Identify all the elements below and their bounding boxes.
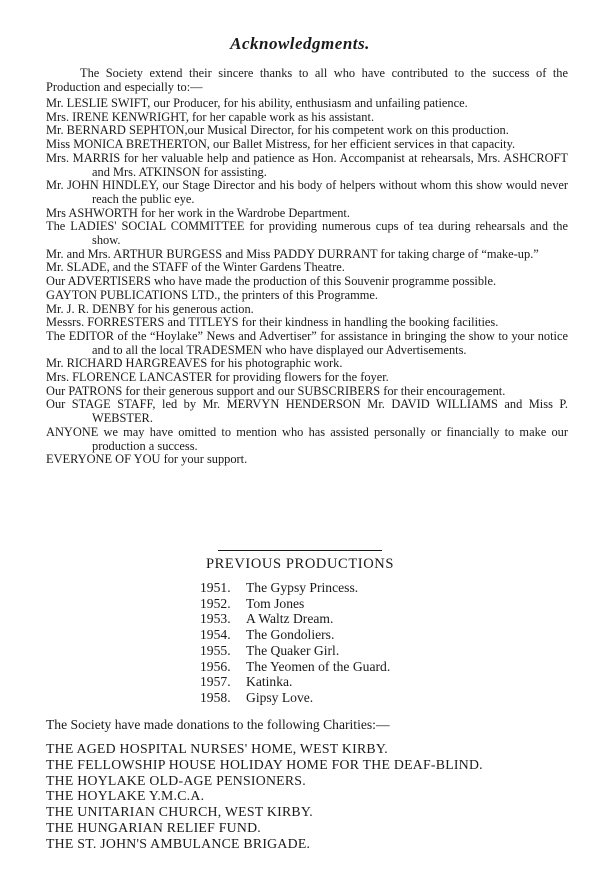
acknowledgment-item: Our ADVERTISERS who have made the production of this Souvenir programme possible. [46,274,497,289]
production-title: A Waltz Dream. [246,611,334,627]
charity-item: THE FELLOWSHIP HOUSE HOLIDAY HOME FOR THE DEAF-BLIND. [46,756,483,772]
production-title: Gipsy Love. [246,689,314,705]
acknowledgment-item: The EDITOR of the “Hoylake” News and Advertiser” for assistance in bringing the show to your notice and to all the local TRADESMEN who have displayed our Advertisements. [46,328,568,357]
charity-item: THE AGED HOSPITAL NURSES' HOME, WEST KIRBY. [46,741,389,756]
charity-item: THE HUNGARIAN RELIEF FUND. [46,819,261,835]
intro-paragraph: The Society extend their sincere thanks to all who have contributed to the success of the Production and especially to:— [46,66,568,94]
production-year: 1952. [200,595,231,611]
production-title: The Gypsy Princess. [246,580,359,595]
acknowledgment-item: EVERYONE OF YOU for your support. [46,452,248,467]
production-item [200,643,500,659]
production-item [200,596,500,612]
acknowledgment-item: Mr. JOHN HINDLEY, our Stage Director and his body of helpers without whom this show would never reach the public eye. [46,178,568,206]
production-item [200,611,500,627]
acknowledgment-item: Mr. BERNARD SEPHTON,our Musical Director, for his competent work on this production. [46,123,509,138]
page-title: Acknowledgments. [230,34,370,53]
acknowledgment-item: Mr. LESLIE SWIFT, our Producer, for his ability, enthusiasm and unfailing patience. [46,96,468,110]
production-title: Katinka. [246,674,293,690]
charity-item: THE ST. JOHN'S AMBULANCE BRIGADE. [46,835,311,851]
production-item [200,580,500,596]
acknowledgment-item: Mr. and Mrs. ARTHUR BURGESS and Miss PADDY DURRANT for taking charge of “make-up.” [46,246,539,261]
production-year: 1955. [200,642,231,658]
acknowledgments-list [46,97,568,467]
production-title: The Quaker Girl. [246,642,340,658]
charity-item: THE HOYLAKE OLD-AGE PENSIONERS. [46,772,306,788]
acknowledgment-item: Mrs. IRENE KENWRIGHT, for her capable work as his assistant. [46,109,375,124]
production-title: Tom Jones [246,595,305,611]
charities-intro: The Society have made donations to the following Charities:— [46,717,390,732]
acknowledgment-item: Our STAGE STAFF, led by Mr. MERVYN HENDERSON Mr. DAVID WILLIAMS and Miss P. WEBSTER. [46,397,568,426]
acknowledgment-item: GAYTON PUBLICATIONS LTD., the printers of this Programme. [46,287,379,302]
acknowledgment-item: ANYONE we may have omitted to mention who has assisted personally or financially to make our production a success. [46,424,568,453]
previous-productions-heading: PREVIOUS PRODUCTIONS [205,556,395,572]
charity-item: THE HOYLAKE Y.M.C.A. [46,788,205,804]
production-year: 1956. [200,658,231,674]
production-title: The Gondoliers. [246,627,335,643]
acknowledgment-item: Messrs. FORRESTERS and TITLEYS for their kindness in handling the booking facilities. [46,315,499,330]
charity-item: THE UNITARIAN CHURCH, WEST KIRBY. [46,804,313,820]
production-year: 1954. [200,627,231,643]
acknowledgment-item: Our PATRONS for their generous support and our SUBSCRIBERS for their encouragement. [46,383,506,398]
acknowledgment-item: Mr. SLADE, and the STAFF of the Winter Gardens Theatre. [46,260,345,275]
acknowledgment-item: Mrs. MARRIS for her valuable help and patience as Hon. Accompanist at rehearsals, Mrs. ASHCROFT and Mrs. ATKINSON for assisting. [46,150,568,179]
acknowledgment-item: Mr. J. R. DENBY for his generous action. [46,301,254,316]
acknowledgment-item: Mrs ASHWORTH for her work in the Wardrobe Department. [46,205,350,220]
acknowledgment-item: Mrs. FLORENCE LANCASTER for providing flowers for the foyer. [46,370,389,385]
production-year: 1951. [200,580,231,595]
previous-productions-list [200,580,500,706]
production-year: 1958. [200,689,231,705]
production-item [200,659,500,675]
production-year: 1953. [200,611,231,627]
section-divider [218,550,382,551]
production-title: The Yeomen of the Guard. [246,658,391,674]
acknowledgment-item: The LADIES' SOCIAL COMMITTEE for providing numerous cups of tea during rehearsals and the show. [46,219,568,248]
acknowledgment-item: Miss MONICA BRETHERTON, our Ballet Mistress, for her efficient services in that capacity. [46,137,516,152]
acknowledgment-item: Mr. RICHARD HARGREAVES for his photographic work. [46,356,343,371]
production-item [200,690,500,706]
charities-list [46,741,576,852]
production-item [200,627,500,643]
production-year: 1957. [200,674,231,690]
production-item [200,674,500,690]
